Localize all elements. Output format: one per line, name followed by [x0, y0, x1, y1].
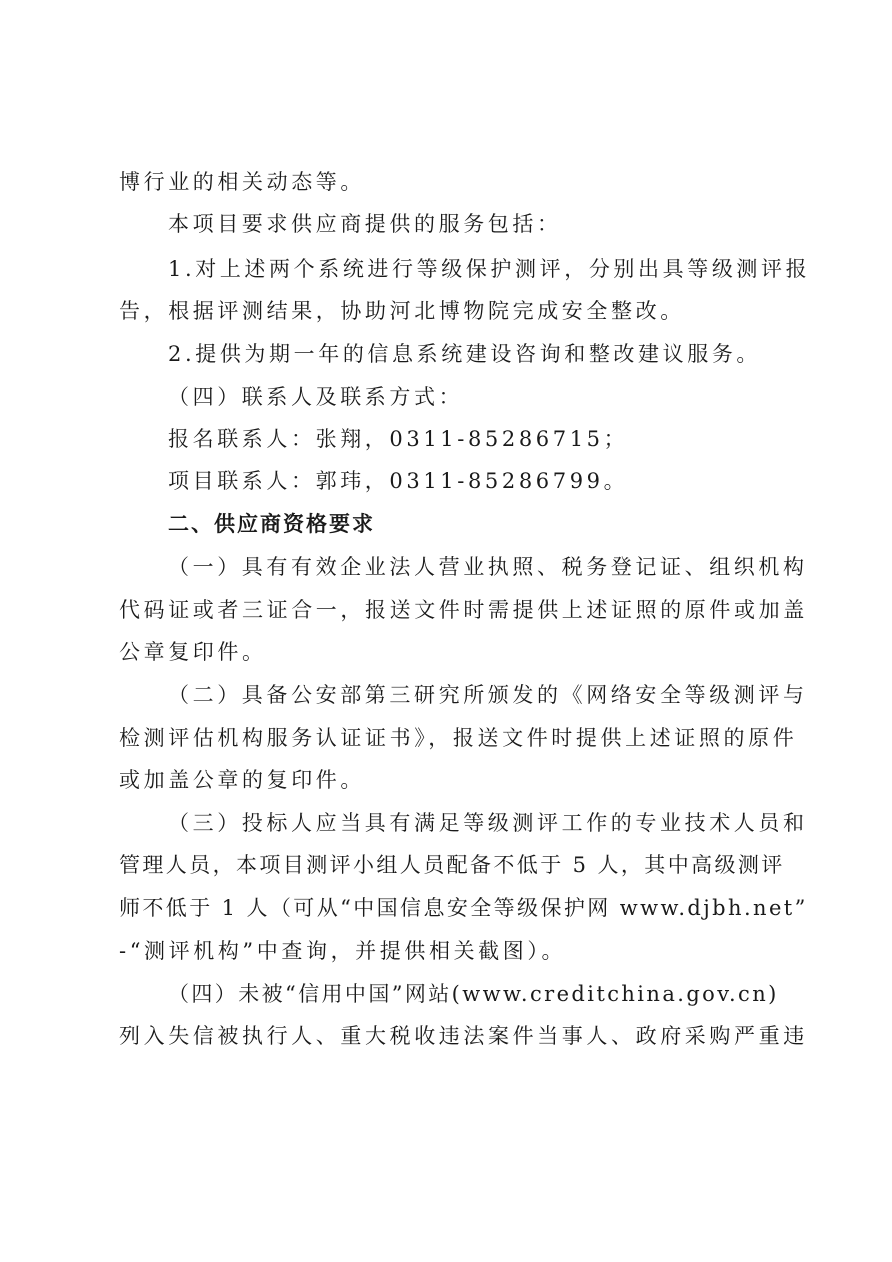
text-line-13: （二）具备公安部第三研究所颁发的《网络安全等级测评与 [168, 683, 808, 707]
project-contact: 项目联系人：郭玮，0311-85286799。 [168, 469, 629, 493]
text-line-11: 代码证或者三证合一，报送文件时需提供上述证照的原件或加盖 [119, 598, 808, 622]
text-line-2: 本项目要求供应商提供的服务包括： [168, 212, 562, 236]
text-line-20: （四）未被“信用中国”网站(www.creditchina.gov.cn) [168, 982, 779, 1006]
section-heading: 二、供应商资格要求 [168, 512, 375, 536]
text-line-1: 博行业的相关动态等。 [119, 170, 365, 194]
text-line-18: 师不低于 1 人（可从“中国信息安全等级保护网 www.djbh.net” [119, 896, 808, 920]
text-line-15: 或加盖公章的复印件。 [119, 768, 365, 792]
text-line-10: （一）具有有效企业法人营业执照、税务登记证、组织机构 [168, 555, 808, 579]
text-line-16: （三）投标人应当具有满足等级测评工作的专业技术人员和 [168, 811, 808, 835]
text-line-12: 公章复印件。 [119, 640, 267, 664]
text-line-19: -“测评机构”中查询，并提供相关截图）。 [119, 939, 567, 963]
text-line-17: 管理人员，本项目测评小组人员配备不低于 5 人，其中高级测评 [119, 853, 785, 877]
text-line-3: 1.对上述两个系统进行等级保护测评，分别出具等级测评报 [168, 257, 811, 281]
text-line-21: 列入失信被执行人、重大税收违法案件当事人、政府采购严重违 [119, 1024, 808, 1048]
text-line-5: 2.提供为期一年的信息系统建设咨询和整改建议服务。 [168, 342, 762, 366]
registration-contact: 报名联系人：张翔，0311-85286715； [168, 427, 629, 451]
contact-heading: （四）联系人及联系方式： [168, 385, 464, 409]
text-line-4: 告，根据评测结果，协助河北博物院完成安全整改。 [119, 299, 685, 323]
text-line-14: 检测评估机构服务认证证书》，报送文件时提供上述证照的原件 [119, 726, 798, 750]
